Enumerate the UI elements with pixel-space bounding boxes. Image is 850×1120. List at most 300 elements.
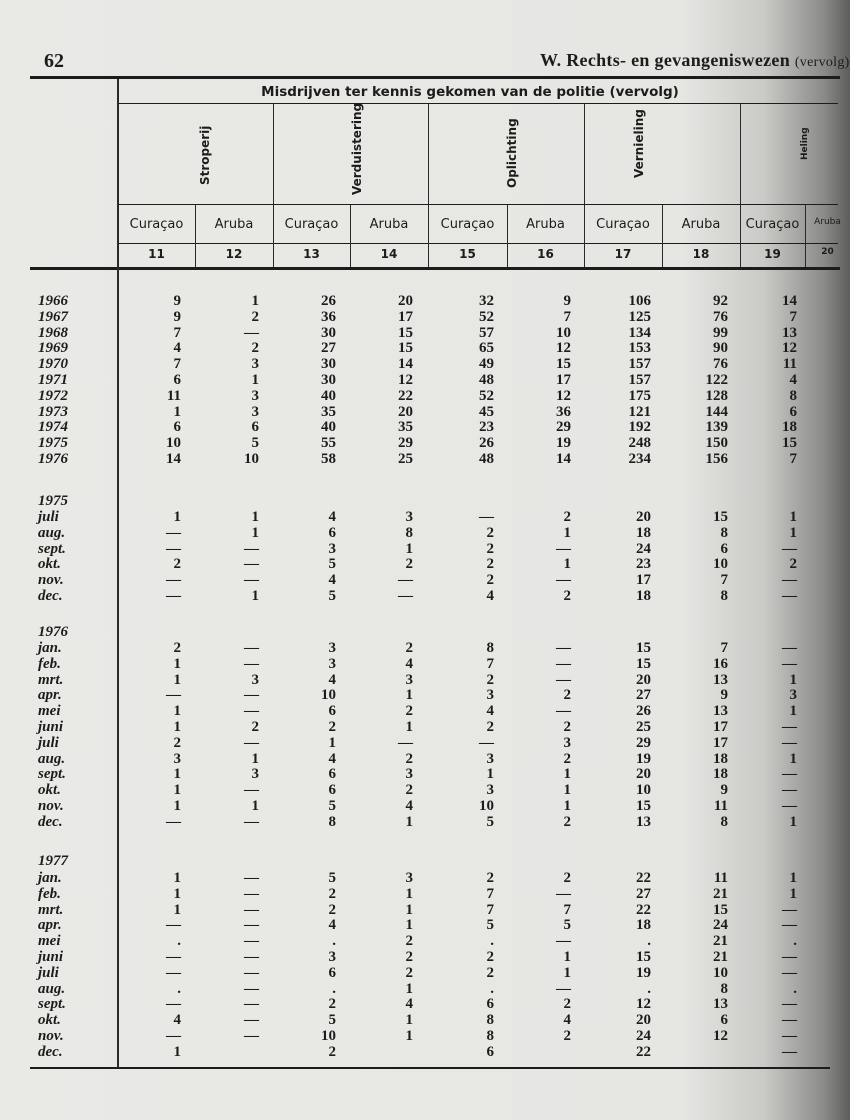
- table-cell: 65: [479, 340, 494, 357]
- table-cell: 7: [486, 655, 494, 672]
- table-cell: .: [177, 933, 181, 950]
- row-label: juli: [38, 734, 59, 751]
- table-cell: —: [244, 901, 259, 918]
- table-cell: 21: [713, 949, 728, 965]
- table-cell: —: [556, 933, 571, 950]
- table-cell: —: [166, 540, 181, 557]
- table-cell: 22: [636, 1043, 651, 1060]
- table-cell: 2: [405, 640, 413, 656]
- table-cell: 35: [398, 419, 413, 436]
- table-cell: 1: [173, 671, 181, 688]
- table-cell: 11: [782, 356, 797, 373]
- table-cell: 4: [789, 372, 797, 388]
- table-cell: —: [244, 980, 259, 997]
- category-label: Verduistering: [350, 102, 364, 195]
- table-cell: 6: [789, 403, 797, 420]
- table-cell: 1: [173, 509, 181, 525]
- table-cell: 2: [563, 1028, 571, 1044]
- table-cell: 6: [720, 540, 728, 557]
- table-cell: 4: [405, 655, 413, 672]
- table-cell: 2: [328, 901, 336, 918]
- row-label: 1969: [38, 340, 68, 357]
- table-cell: 17: [713, 734, 728, 751]
- table-cell: 3: [328, 949, 336, 965]
- table-cell: —: [166, 917, 181, 934]
- table-cell: 30: [321, 324, 336, 341]
- table-cell: 3: [405, 870, 413, 886]
- table-cell: 4: [405, 798, 413, 814]
- table-cell: —: [166, 813, 181, 830]
- table-cell: —: [398, 572, 413, 589]
- table-cell: 76: [713, 308, 728, 325]
- row-label: 1970: [38, 356, 68, 373]
- table-cell: 6: [328, 782, 336, 799]
- column-subheader: Curaçao: [129, 217, 184, 232]
- table-cell: 1: [405, 1012, 413, 1029]
- column-subheader: Curaçao: [284, 217, 339, 232]
- table-cell: 1: [251, 798, 259, 814]
- table-cell: 1: [251, 524, 259, 541]
- section-heading: 1976: [38, 624, 68, 640]
- row-label: nov.: [38, 1028, 64, 1044]
- table-cell: 1: [563, 782, 571, 799]
- table-cell: 1: [405, 917, 413, 934]
- table-cell: —: [782, 917, 797, 934]
- column-number: 11: [148, 247, 165, 261]
- table-cell: 156: [705, 451, 728, 467]
- table-cell: 1: [789, 750, 797, 767]
- table-cell: .: [490, 980, 494, 997]
- table-cell: 5: [486, 917, 494, 934]
- table-cell: —: [398, 734, 413, 751]
- table-cell: —: [244, 1028, 259, 1044]
- table-cell: 3: [486, 782, 494, 799]
- table-cell: 26: [479, 435, 494, 452]
- table-cell: 3: [251, 356, 259, 373]
- table-cell: 9: [173, 293, 181, 309]
- table-cell: 3: [251, 671, 259, 688]
- table-cell: 19: [636, 964, 651, 981]
- table-cell: 1: [251, 509, 259, 525]
- category-divider: [584, 104, 585, 204]
- table-cell: 175: [628, 387, 651, 404]
- table-cell: 5: [328, 1012, 336, 1029]
- table-cell: 1: [405, 540, 413, 557]
- row-label: feb.: [38, 655, 61, 672]
- table-cell: —: [244, 556, 259, 573]
- table-cell: 10: [321, 1028, 336, 1044]
- row-label: 1972: [38, 387, 68, 404]
- table-cell: 1: [251, 588, 259, 604]
- table-cell: 22: [398, 387, 413, 404]
- table-cell: —: [244, 917, 259, 934]
- table-cell: 1: [789, 813, 797, 830]
- category-divider: [740, 104, 741, 204]
- running-title-continued: (vervolg): [794, 55, 850, 70]
- table-cell: —: [782, 1012, 797, 1029]
- table-cell: —: [244, 640, 259, 656]
- table-cell: 13: [713, 671, 728, 688]
- row-label: jan.: [38, 870, 62, 886]
- table-cell: 29: [636, 734, 651, 751]
- bottom-rule: [30, 1067, 830, 1069]
- table-cell: 125: [628, 308, 651, 325]
- table-cell: 7: [486, 885, 494, 902]
- row-label: sept.: [38, 766, 66, 783]
- table-cell: 18: [713, 766, 728, 783]
- table-cell: 4: [328, 750, 336, 767]
- table-cell: 1: [405, 813, 413, 830]
- table-cell: 36: [556, 403, 571, 420]
- table-cell: 25: [398, 451, 413, 467]
- table-cell: 3: [486, 687, 494, 704]
- table-cell: 55: [321, 435, 336, 452]
- table-cell: 1: [789, 524, 797, 541]
- table-cell: 10: [636, 782, 651, 799]
- table-cell: 4: [328, 572, 336, 589]
- table-cell: 7: [720, 640, 728, 656]
- table-cell: 35: [321, 403, 336, 420]
- table-cell: 3: [251, 387, 259, 404]
- row-label: juli: [38, 509, 59, 525]
- table-cell: 1: [405, 687, 413, 704]
- table-cell: 1: [251, 293, 259, 309]
- table-cell: 1: [405, 980, 413, 997]
- table-cell: 23: [636, 556, 651, 573]
- table-cell: 15: [713, 901, 728, 918]
- column-number: 20: [821, 247, 834, 257]
- table-cell: —: [244, 782, 259, 799]
- category-label: Vernieling: [632, 109, 646, 178]
- table-cell: 12: [556, 387, 571, 404]
- table-cell: 2: [405, 703, 413, 720]
- table-cell: 5: [328, 870, 336, 886]
- table-cell: 19: [636, 750, 651, 767]
- row-label: sept.: [38, 996, 66, 1013]
- table-cell: 52: [479, 308, 494, 325]
- table-cell: 2: [563, 750, 571, 767]
- column-divider: [805, 205, 806, 267]
- table-cell: —: [782, 540, 797, 557]
- table-cell: 2: [173, 734, 181, 751]
- table-cell: 30: [321, 372, 336, 388]
- table-cell: 1: [486, 766, 494, 783]
- table-cell: —: [166, 524, 181, 541]
- table-cell: 2: [405, 556, 413, 573]
- table-cell: 18: [636, 917, 651, 934]
- table-cell: 9: [173, 308, 181, 325]
- table-cell: 8: [720, 524, 728, 541]
- table-cell: 14: [782, 293, 797, 309]
- table-cell: 121: [628, 403, 651, 420]
- table-cell: —: [782, 1028, 797, 1044]
- table-cell: 22: [636, 870, 651, 886]
- table-cell: 14: [166, 451, 181, 467]
- column-number: 17: [614, 247, 632, 261]
- table-cell: —: [782, 964, 797, 981]
- table-cell: 5: [328, 556, 336, 573]
- table-cell: 3: [173, 750, 181, 767]
- table-cell: 20: [636, 509, 651, 525]
- table-cell: 8: [486, 1028, 494, 1044]
- table-cell: —: [479, 509, 494, 525]
- table-cell: 15: [636, 655, 651, 672]
- table-cell: 2: [563, 588, 571, 604]
- row-label: 1973: [38, 403, 68, 420]
- column-number: 13: [303, 247, 320, 261]
- table-cell: 3: [328, 540, 336, 557]
- column-number: 16: [537, 247, 554, 261]
- table-cell: 3: [328, 640, 336, 656]
- table-cell: 27: [636, 885, 651, 902]
- row-label: juni: [38, 949, 64, 965]
- table-cell: 58: [321, 451, 336, 467]
- table-cell: —: [244, 687, 259, 704]
- table-cell: 14: [398, 356, 413, 373]
- table-cell: 1: [405, 901, 413, 918]
- table-cell: 9: [720, 687, 728, 704]
- table-cell: 5: [251, 435, 259, 452]
- table-cell: 17: [398, 308, 413, 325]
- table-cell: 20: [636, 671, 651, 688]
- row-label: mei: [38, 933, 61, 950]
- top-rule: [30, 76, 840, 79]
- table-cell: 8: [328, 813, 336, 830]
- table-cell: 3: [328, 655, 336, 672]
- table-cell: —: [782, 719, 797, 735]
- row-label: mei: [38, 703, 61, 720]
- row-label: mrt.: [38, 901, 64, 918]
- table-cell: —: [244, 933, 259, 950]
- table-cell: —: [166, 949, 181, 965]
- table-cell: 20: [398, 403, 413, 420]
- table-cell: 15: [636, 798, 651, 814]
- table-cell: 1: [789, 509, 797, 525]
- table-cell: 2: [173, 640, 181, 656]
- column-number: 14: [380, 247, 398, 261]
- table-cell: 3: [789, 687, 797, 704]
- table-cell: 2: [405, 964, 413, 981]
- row-label: 1968: [38, 324, 68, 341]
- table-cell: —: [166, 572, 181, 589]
- table-cell: 7: [720, 572, 728, 589]
- table-cell: 122: [705, 372, 728, 388]
- table-cell: 27: [636, 687, 651, 704]
- row-label: 1967: [38, 308, 68, 325]
- table-cell: —: [244, 813, 259, 830]
- table-cell: 20: [636, 1012, 651, 1029]
- table-cell: 7: [173, 324, 181, 341]
- table-cell: 4: [173, 1012, 181, 1029]
- table-cell: 15: [398, 324, 413, 341]
- table-cell: 5: [328, 588, 336, 604]
- running-title-text: W. Rechts- en gevangeniswezen: [540, 50, 791, 70]
- table-cell: —: [782, 798, 797, 814]
- table-cell: 5: [328, 798, 336, 814]
- table-cell: —: [782, 782, 797, 799]
- table-cell: 2: [328, 1043, 336, 1060]
- table-cell: 234: [628, 451, 651, 467]
- table-cell: —: [556, 885, 571, 902]
- table-cell: 10: [479, 798, 494, 814]
- table-cell: 1: [173, 655, 181, 672]
- table-cell: —: [398, 588, 413, 604]
- table-cell: 1: [173, 403, 181, 420]
- column-subheader: Aruba: [681, 217, 721, 232]
- table-cell: 6: [173, 372, 181, 388]
- table-cell: 1: [563, 964, 571, 981]
- table-cell: 4: [486, 703, 494, 720]
- table-cell: 1: [173, 885, 181, 902]
- table-cell: 1: [405, 1028, 413, 1044]
- column-number: 18: [692, 247, 710, 261]
- table-cell: 5: [563, 917, 571, 934]
- category-divider: [273, 104, 274, 204]
- table-cell: 12: [556, 340, 571, 357]
- table-cell: —: [244, 949, 259, 965]
- table-cell: 2: [173, 556, 181, 573]
- table-cell: —: [556, 980, 571, 997]
- section-heading: 1975: [38, 493, 68, 509]
- table-cell: —: [782, 734, 797, 751]
- column-subheader: Aruba: [214, 217, 254, 232]
- table-cell: 14: [556, 451, 571, 467]
- table-cell: 248: [628, 435, 651, 452]
- table-cell: 6: [328, 766, 336, 783]
- table-cell: 2: [328, 885, 336, 902]
- table-cell: 7: [173, 356, 181, 373]
- table-cell: 20: [636, 766, 651, 783]
- running-title: [540, 50, 850, 71]
- table-cell: 12: [782, 340, 797, 357]
- row-label: aug.: [38, 750, 66, 767]
- table-cell: 1: [251, 750, 259, 767]
- table-cell: —: [556, 671, 571, 688]
- table-cell: 13: [713, 703, 728, 720]
- table-cell: 2: [405, 750, 413, 767]
- table-cell: 18: [782, 419, 797, 436]
- table-cell: 2: [328, 996, 336, 1013]
- table-cell: 2: [251, 719, 259, 735]
- row-label: juni: [38, 719, 64, 735]
- row-label: feb.: [38, 885, 61, 902]
- table-cell: 15: [782, 435, 797, 452]
- table-cell: 36: [321, 308, 336, 325]
- table-cell: 18: [636, 588, 651, 604]
- table-cell: 15: [713, 509, 728, 525]
- table-cell: 12: [398, 372, 413, 388]
- table-cell: 22: [636, 901, 651, 918]
- table-cell: 157: [628, 356, 651, 373]
- table-cell: —: [166, 996, 181, 1013]
- table-cell: —: [782, 766, 797, 783]
- row-label: nov.: [38, 572, 64, 589]
- row-label: aug.: [38, 524, 66, 541]
- table-cell: 6: [486, 1043, 494, 1060]
- category-label: Heling: [800, 127, 810, 160]
- table-cell: 8: [789, 387, 797, 404]
- table-cell: 18: [636, 524, 651, 541]
- table-cell: 4: [328, 671, 336, 688]
- table-cell: 6: [720, 1012, 728, 1029]
- table-cell: 2: [486, 524, 494, 541]
- page-number: 62: [44, 50, 64, 72]
- table-cell: 2: [486, 572, 494, 589]
- column-subheader: Aruba: [814, 217, 841, 227]
- table-cell: 1: [173, 782, 181, 799]
- table-cell: 1: [563, 766, 571, 783]
- row-label: 1971: [38, 372, 68, 388]
- table-cell: —: [244, 870, 259, 886]
- row-label: 1975: [38, 435, 68, 452]
- table-cell: 12: [713, 1028, 728, 1044]
- table-cell: 1: [789, 870, 797, 886]
- row-label: dec.: [38, 813, 63, 830]
- table-cell: 17: [556, 372, 571, 388]
- table-cell: 2: [251, 308, 259, 325]
- table-cell: 27: [321, 340, 336, 357]
- table-cell: 1: [789, 671, 797, 688]
- table-cell: 4: [563, 1012, 571, 1029]
- table-cell: 23: [479, 419, 494, 436]
- table-cell: 7: [486, 901, 494, 918]
- table-cell: 3: [251, 403, 259, 420]
- table-cell: —: [244, 1012, 259, 1029]
- table-cell: 8: [720, 588, 728, 604]
- table-cell: 30: [321, 356, 336, 373]
- table-cell: 24: [636, 540, 651, 557]
- column-subheader: Aruba: [526, 217, 565, 232]
- table-cell: 2: [789, 556, 797, 573]
- table-cell: —: [556, 572, 571, 589]
- table-cell: 1: [251, 372, 259, 388]
- table-cell: 2: [486, 540, 494, 557]
- table-cell: 1: [563, 524, 571, 541]
- table-cell: 26: [636, 703, 651, 720]
- subheader-rule: [118, 243, 838, 244]
- table-cell: 3: [563, 734, 571, 751]
- table-cell: 52: [479, 387, 494, 404]
- table-cell: 1: [328, 734, 336, 751]
- table-cell: 15: [398, 340, 413, 357]
- table-cell: 157: [628, 372, 651, 388]
- table-cell: 10: [321, 687, 336, 704]
- row-label: 1976: [38, 451, 68, 467]
- table-cell: 144: [705, 403, 728, 420]
- table-cell: .: [332, 933, 336, 950]
- table-cell: 49: [479, 356, 494, 373]
- table-cell: 26: [321, 293, 336, 309]
- table-cell: 8: [720, 813, 728, 830]
- row-label: okt.: [38, 556, 61, 573]
- column-number: 19: [764, 247, 781, 261]
- table-cell: 128: [705, 387, 728, 404]
- table-cell: 48: [479, 372, 494, 388]
- table-cell: 150: [705, 435, 728, 452]
- table-cell: .: [177, 980, 181, 997]
- table-cell: —: [244, 540, 259, 557]
- table-cell: 13: [636, 813, 651, 830]
- table-cell: 21: [713, 885, 728, 902]
- table-cell: —: [244, 572, 259, 589]
- table-cell: 3: [251, 766, 259, 783]
- row-label: apr.: [38, 917, 62, 934]
- table-cell: 3: [405, 671, 413, 688]
- table-cell: 24: [713, 917, 728, 934]
- row-label: 1966: [38, 293, 68, 309]
- table-cell: 45: [479, 403, 494, 420]
- table-cell: 20: [398, 293, 413, 309]
